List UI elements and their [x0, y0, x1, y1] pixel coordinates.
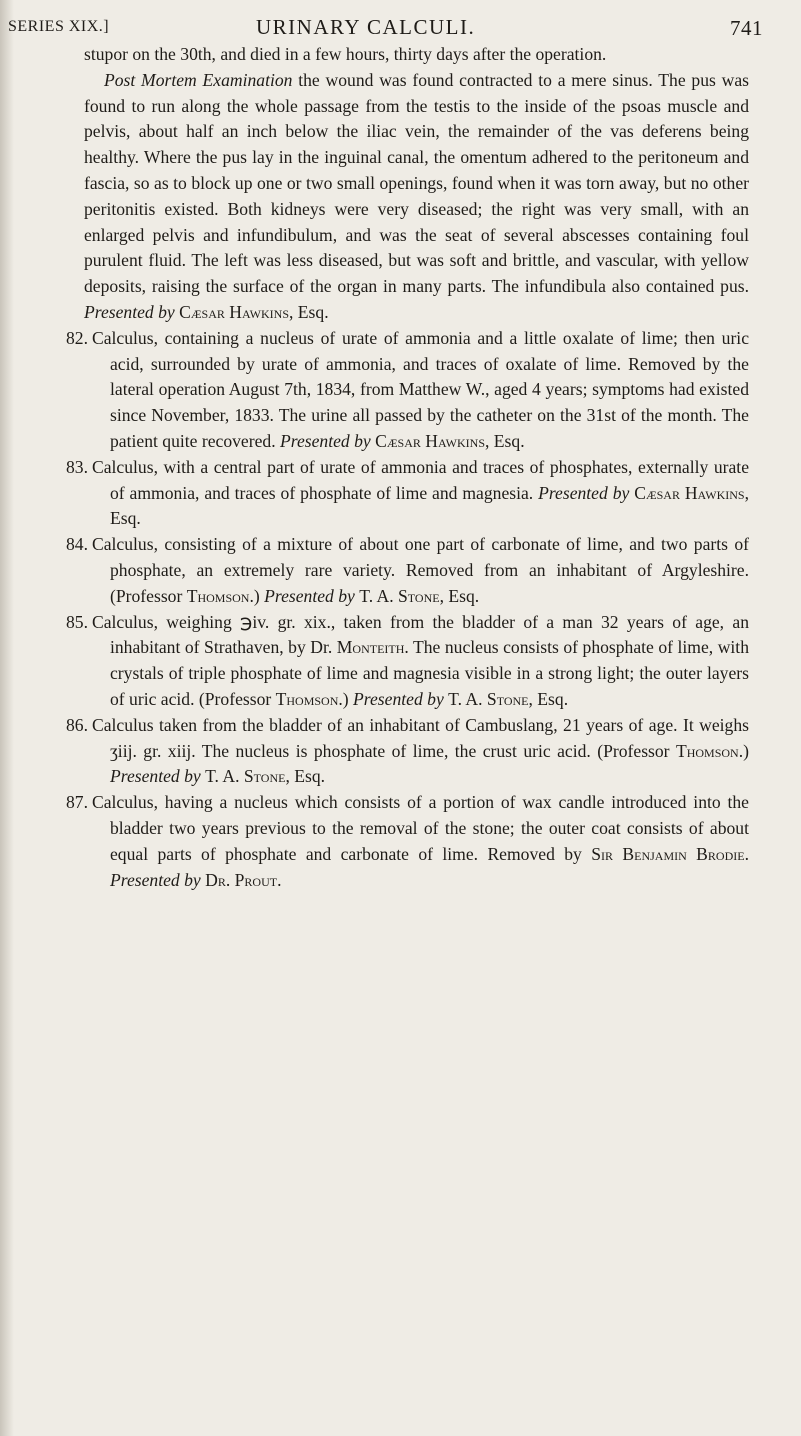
post-mortem-heading: Post Mortem Examination: [104, 69, 293, 90]
post-mortem-text: the wound was found contracted to a mere sinus. The pus was found to run along the whole passage from the testis to the inside of the psoas muscle and pelvis, about half an inch below the iliac vein, the remainder of the vas deferens being healthy. Where the pus lay in the inguinal canal, the omentum adhered to the peritoneum and fascia, so as to block up one or two small openings, found when it was torn away, but no other peritonitis existed. Both kidneys were very diseased; the right was very small, with an enlarged pelvis and infundibulum, and was the seat of several abscesses containing foul purulent fluid. The left was less diseased, but was soft and brittle, and vascular, with yellow deposits, raising the surface of the organ in many parts. The infundibula also contained pus.: [84, 69, 749, 297]
professor-name: Thomson: [186, 585, 250, 606]
donor-name: Dr. Prout: [205, 869, 278, 890]
donor-suffix: , Esq.: [110, 482, 749, 529]
professor-suffix: .): [738, 740, 749, 761]
donor-suffix: , Esq.: [439, 585, 480, 606]
catalogue-entry-87: [66, 790, 749, 893]
donor-name: T. A. Stone: [448, 688, 529, 709]
entry-text: Calculus taken from the bladder of an inhabitant of Cambuslang, 21 years of age. It weighs ʒiij. gr. xiij. The nucleus is phosphate of lime, the crust uric acid. (Professor: [92, 714, 749, 761]
entry-text: Calculus, containing a nucleus of urate of ammonia and a little oxalate of lime; then uric acid, surrounded by urate of ammonia, and traces of oxalate of lime. Removed by the lateral operation August 7th, 1834, from Matthew W., aged 4 years; symptoms had existed since November, 1833. The urine all passed by the catheter on the 31st of the month. The patient quite recovered.: [92, 327, 749, 451]
presented-by: Presented by: [538, 482, 630, 503]
running-title: URINARY CALCULI.: [256, 15, 476, 39]
donor-name: T. A. Stone: [205, 766, 286, 787]
entry-number: 86.: [66, 714, 88, 735]
donor-suffix: , Esq.: [485, 430, 525, 451]
entry-number: 84.: [66, 534, 88, 555]
entry-text: Calculus, with a central part of urate of ammonia and traces of phosphates, externally urate of ammonia, and traces of phosphate of lime and magnesia.: [92, 456, 749, 503]
entry-text: Calculus, consisting of a mixture of about one part of carbonate of lime, and two parts of phosphate, an extremely rare variety. Removed from an inhabitant of Argyleshire. (Professor: [92, 534, 749, 606]
professor-name: Thomson: [675, 740, 739, 761]
professor-name: Thomson: [275, 688, 339, 709]
donor-suffix: , Esq.: [528, 688, 569, 709]
page-gutter-shadow: [0, 0, 14, 1436]
presented-by: Presented by: [280, 430, 371, 451]
presented-by: Presented by: [110, 869, 201, 890]
continued-paragraph: stupor on the 30th, and died in a few hours, thirty days after the operation.: [84, 44, 607, 64]
page-body: [66, 42, 749, 893]
entry-text: Calculus, weighing ℈iv. gr. xix., taken from the bladder of a man 32 years of age, an inhabitant of Strathaven, by Dr.: [92, 611, 749, 658]
running-header: [8, 10, 778, 40]
catalogue-entry-84: [66, 532, 749, 609]
series-label: SERIES XIX.]: [8, 18, 110, 35]
presented-by: Presented by: [353, 688, 444, 709]
donor-name: Cæsar Hawkins: [634, 482, 745, 503]
donor-suffix: .: [277, 869, 282, 890]
page-number: 741: [730, 16, 763, 40]
surgeon-name: Monteith: [336, 637, 405, 658]
surgeon-name: Sir Benjamin Brodie: [591, 843, 745, 864]
catalogue-entry-86: [66, 713, 749, 790]
presented-by: Presented by: [110, 766, 201, 787]
professor-suffix: .): [338, 688, 354, 709]
donor-name: T. A. Stone: [359, 585, 440, 606]
professor-suffix: .): [249, 585, 265, 606]
entry-text-continued: .: [744, 843, 749, 864]
entry-text-continued: . The nucleus consists of phosphate of lime, with crystals of triple phosphate of lime and magnesia visible in a strong light; the outer layers of uric acid. (Professor: [110, 637, 749, 709]
entry-number: 87.: [66, 792, 88, 813]
donor-name: Cæsar Hawkins: [179, 301, 289, 322]
donor-name: Cæsar Hawkins: [375, 430, 485, 451]
entry-number: 85.: [66, 611, 88, 632]
donor-suffix: , Esq.: [289, 301, 329, 322]
post-mortem-paragraph: [84, 68, 749, 326]
donor-suffix: , Esq.: [285, 766, 326, 787]
catalogue-entry-85: [66, 610, 749, 713]
catalogue-entry-83: [66, 455, 749, 532]
entry-text: Calculus, having a nucleus which consists of a portion of wax candle introduced into the bladder two years previous to the removal of the stone; the outer coat consists of about equal parts of phosphate and carbonate of lime. Removed by: [92, 792, 749, 864]
presented-by: Presented by: [84, 301, 175, 322]
catalogue-entry-82: [66, 326, 749, 455]
presented-by: Presented by: [264, 585, 355, 606]
entry-number: 82.: [66, 327, 88, 348]
entry-number: 83.: [66, 456, 88, 477]
